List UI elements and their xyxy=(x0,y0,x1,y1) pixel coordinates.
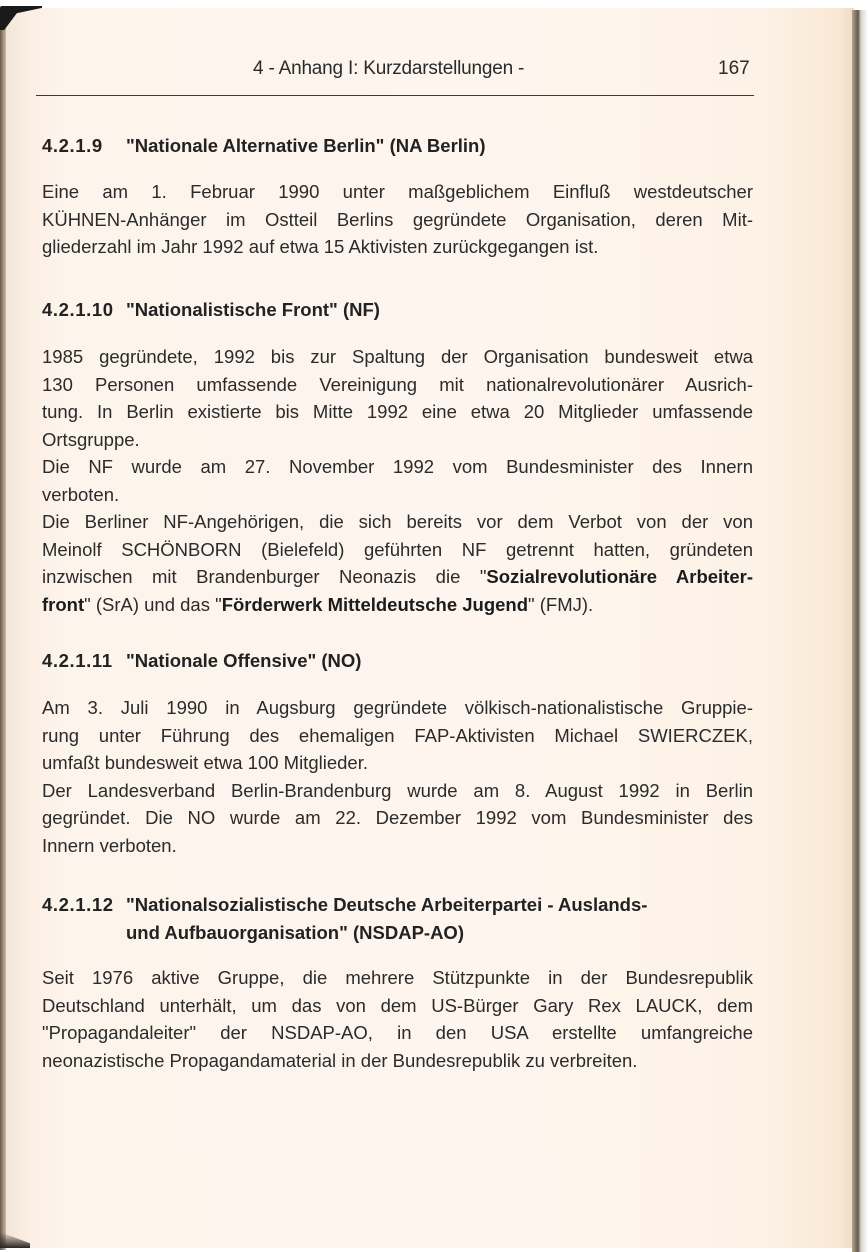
text-line: Innern verboten. xyxy=(42,834,177,856)
text-line: Eine am 1. Februar 1990 unter maßgeblichem Einfluß westdeutscher xyxy=(42,181,753,202)
section-heading-4-2-1-12 xyxy=(42,891,686,947)
running-header xyxy=(0,58,868,88)
section-title: "Nationalsozialistische Deutsche Arbeiterpartei - Auslands- und Aufbauorganisation" (NSDAP-AO) xyxy=(126,894,648,943)
text-line: 130 Personen umfassende Vereinigung mit nationalrevolutionärer Ausrich- xyxy=(42,373,753,395)
text-line: Ortsgruppe. xyxy=(42,428,140,450)
section-heading-4-2-1-11 xyxy=(42,650,361,672)
book-spine-edge xyxy=(852,10,868,1252)
page-left-edge xyxy=(0,10,6,1250)
section-number: 4.2.1.9 xyxy=(42,135,103,156)
paragraph xyxy=(42,178,753,261)
org-name-sra: Sozialrevolutionäre Arbeiter- xyxy=(486,566,753,587)
paragraph xyxy=(42,694,753,859)
paragraph xyxy=(42,964,753,1074)
text-line: gliederzahl im Jahr 1992 auf etwa 15 Aktivisten zurückgegangen ist. xyxy=(42,236,599,257)
text-line: Der Landesverband Berlin-Brandenburg wurde am 8. August 1992 in Berlin xyxy=(42,779,753,801)
section-number: 4.2.1.12 xyxy=(42,894,114,915)
text-line: inzwischen mit Brandenburger Neonazis die "Sozialrevolutionäre Arbeiter- xyxy=(42,566,753,587)
header-rule xyxy=(36,95,754,96)
running-title: 4 - Anhang I: Kurzdarstellungen - xyxy=(253,58,525,79)
text-line: KÜHNEN-Anhänger im Ostteil Berlins gegründete Organisation, deren Mit- xyxy=(42,208,753,230)
section-number: 4.2.1.10 xyxy=(42,299,114,320)
org-name-fmj: Förderwerk Mitteldeutsche Jugend xyxy=(221,593,529,615)
text-line: rung unter Führung des ehemaligen FAP-Aktivisten Michael SWIERCZEK, xyxy=(42,724,753,746)
page-number: 167 xyxy=(718,58,750,79)
text-line: Seit 1976 aktive Gruppe, die mehrere Stützpunkte in der Bundesrepublik xyxy=(42,967,753,988)
text-line: "Propagandaleiter" der NSDAP-AO, in den USA erstellte umfangreiche xyxy=(42,1022,753,1043)
text-line: Am 3. Juli 1990 in Augsburg gegründete völkisch-nationalistische Gruppie- xyxy=(42,697,753,718)
section-title: "Nationalistische Front" (NF) xyxy=(126,299,380,320)
section-heading-4-2-1-9 xyxy=(42,135,486,157)
text-line: verboten. xyxy=(42,483,120,505)
text-line: Die NF wurde am 27. November 1992 vom Bundesminister des Innern xyxy=(42,456,753,477)
text-line: tung. In Berlin existierte bis Mitte 1992 eine etwa 20 Mitglieder umfassende xyxy=(42,401,753,422)
text-line: neonazistische Propagandamaterial in der Bundesrepublik zu verbreiten. xyxy=(42,1049,638,1071)
text-line: gegründet. Die NO wurde am 22. Dezember 1992 vom Bundesminister des xyxy=(42,807,753,828)
text-line: Deutschland unterhält, um das von dem US-Bürger Gary Rex LAUCK, dem xyxy=(42,994,753,1016)
text-line: Meinolf SCHÖNBORN (Bielefeld) geführten NF getrennt hatten, gründeten xyxy=(42,538,753,560)
section-title: "Nationale Offensive" (NO) xyxy=(126,650,362,671)
paragraph xyxy=(42,343,753,618)
text-line: 1985 gegründete, 1992 bis zur Spaltung der Organisation bundesweit etwa xyxy=(42,346,753,367)
section-title: "Nationale Alternative Berlin" (NA Berlin) xyxy=(126,135,486,156)
section-number: 4.2.1.11 xyxy=(42,650,113,671)
text-line: front" (SrA) und das "Förderwerk Mitteldeutsche Jugend" (FMJ). xyxy=(42,593,594,615)
section-heading-4-2-1-10 xyxy=(42,299,380,321)
text-line: umfaßt bundesweit etwa 100 Mitglieder. xyxy=(42,752,368,773)
text-line: Die Berliner NF-Angehörigen, die sich bereits vor dem Verbot von der von xyxy=(42,511,753,532)
